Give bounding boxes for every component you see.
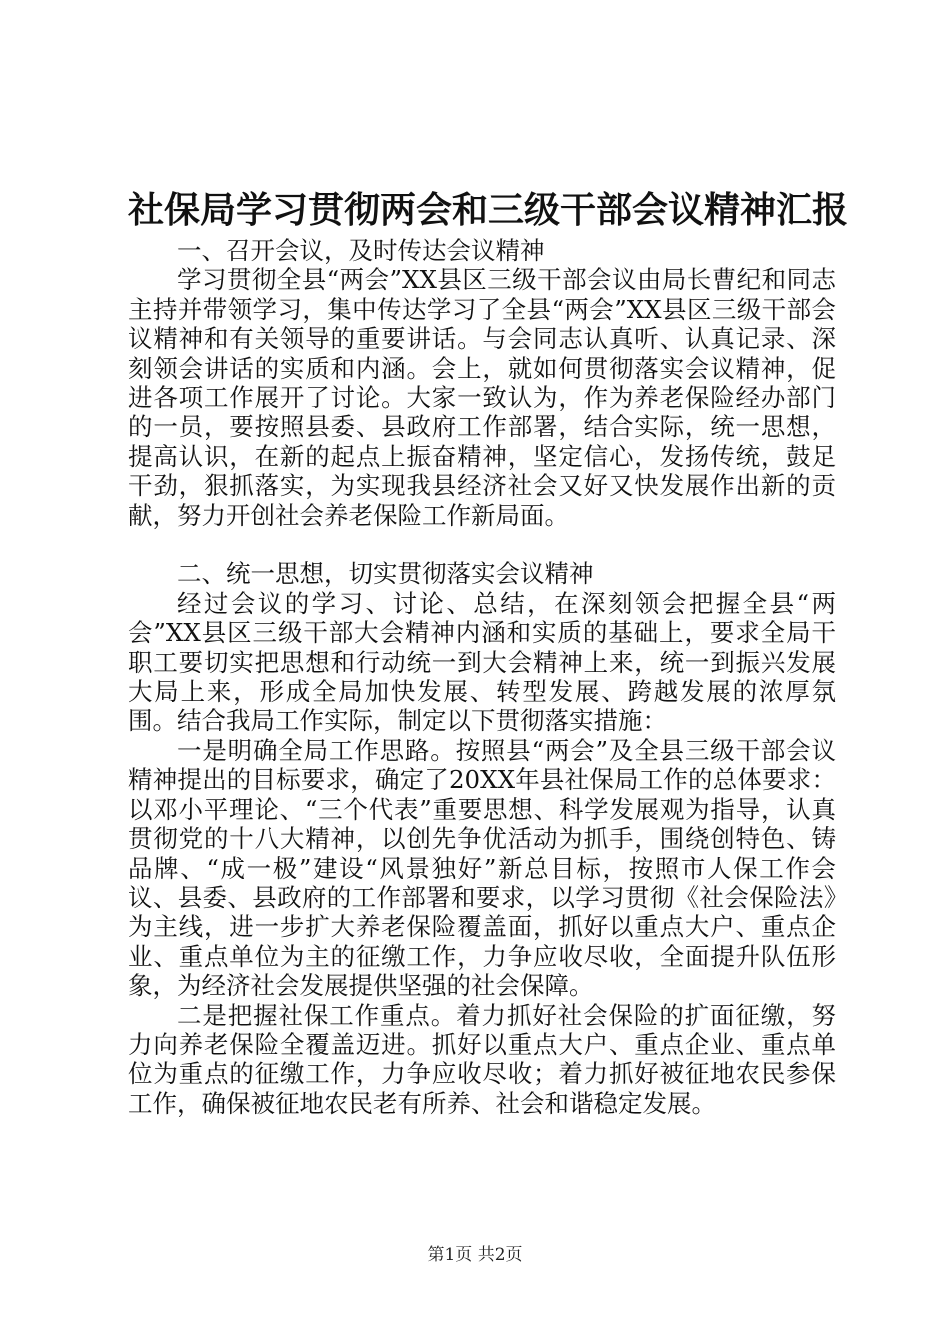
body-paragraph: 经过会议的学习、讨论、总结，在深刻领会把握全县“两会”XX县区三级干部大会精神内涵和实质的基础上，要求全局干职工要切实把思想和行动统一到大会精神上来，统一到振兴发展大局上来，形成全局加快发展、转型发展、跨越发展的浓厚氛围。结合我局工作实际，制定以下贯彻落实措施： (128, 588, 836, 736)
body-paragraph: 二是把握社保工作重点。着力抓好社会保险的扩面征缴，努力向养老保险全覆盖迈进。抓好以重点大户、重点企业、重点单位为重点的征缴工作，力争应收尽收；着力抓好被征地农民参保工作，确保被征地农民老有所养、社会和谐稳定发展。 (128, 1000, 836, 1118)
document-title: 社保局学习贯彻两会和三级干部会议精神汇报 (128, 189, 849, 231)
body-paragraph: 学习贯彻全县“两会”XX县区三级干部会议由局长曹纪和同志主持并带领学习，集中传达学习了全县“两会”XX县区三级干部会议精神和有关领导的重要讲话。与会同志认真听、认真记录、深刻领会讲话的实质和内涵。会上，就如何贯彻落实会议精神，促进各项工作展开了讨论。大家一致认为，作为养老保险经办部门的一员，要按照县委、县政府工作部署，结合实际，统一思想，提高认识，在新的起点上振奋精神，坚定信心，发扬传统，鼓足干劲，狠抓落实，为实现我县经济社会又好又快发展作出新的贡献，努力开创社会养老保险工作新局面。 (128, 265, 836, 530)
document-body (128, 236, 836, 1118)
page-number: 第1页 共2页 (427, 1245, 523, 1265)
section-heading-2: 二、统一思想，切实贯彻落实会议精神 (177, 559, 594, 589)
body-paragraph: 一是明确全局工作思路。按照县“两会”及全县三级干部会议精神提出的目标要求，确定了20XX年县社保局工作的总体要求：以邓小平理论、“三个代表”重要思想、科学发展观为指导，认真贯彻党的十八大精神，以创先争优活动为抓手，围绕创特色、铸品牌、“成一极”建设“风景独好”新总目标，按照市人保工作会议、县委、县政府的工作部署和要求，以学习贯彻《社会保险法》为主线，进一步扩大养老保险覆盖面，抓好以重点大户、重点企业、重点单位为主的征缴工作，力争应收尽收，全面提升队伍形象，为经济社会发展提供坚强的社会保障。 (128, 735, 836, 1001)
section-heading-1: 一、召开会议，及时传达会议精神 (177, 236, 545, 265)
